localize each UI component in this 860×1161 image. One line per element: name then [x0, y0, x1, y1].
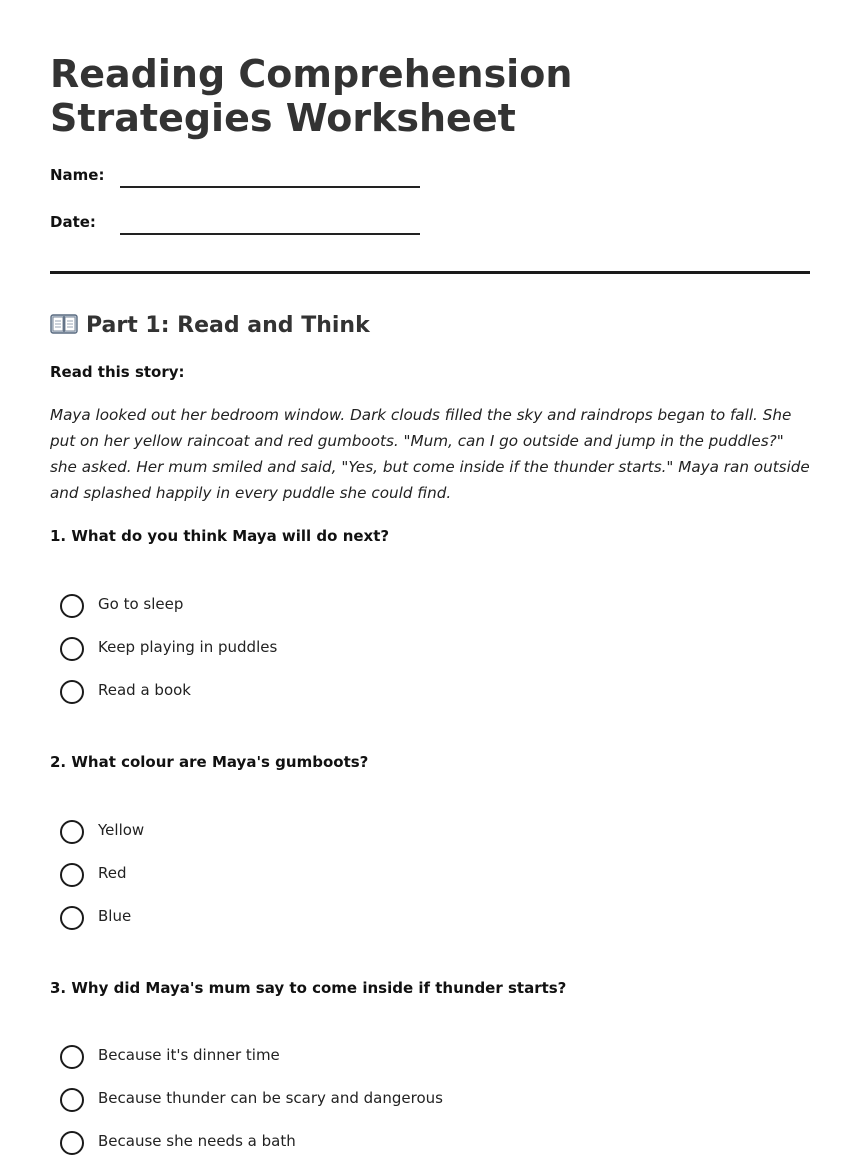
q1-option-2[interactable]: [60, 637, 560, 663]
q1-option-1[interactable]: [60, 594, 560, 620]
option-label: Read a book: [98, 681, 191, 699]
section-heading-text: Part 1: Read and Think: [86, 313, 370, 338]
option-label: Because she needs a bath: [98, 1132, 296, 1150]
radio-button[interactable]: [60, 863, 84, 887]
q3-option-2[interactable]: [60, 1088, 560, 1114]
option-label: Because thunder can be scary and dangerous: [98, 1089, 443, 1107]
name-label: Name:: [50, 166, 105, 184]
date-input-line[interactable]: [120, 233, 420, 235]
q2-option-2[interactable]: [60, 863, 560, 889]
q3-option-3[interactable]: [60, 1131, 560, 1157]
q1-option-3[interactable]: [60, 680, 560, 706]
page-title: Reading Comprehension Strategies Worksheet: [50, 52, 573, 140]
name-field: [50, 166, 430, 196]
q2-option-3[interactable]: [60, 906, 560, 932]
radio-button[interactable]: [60, 820, 84, 844]
question-1: 1. What do you think Maya will do next?: [50, 527, 390, 545]
option-label: Red: [98, 864, 127, 882]
open-book-icon: [50, 313, 78, 344]
date-field: [50, 213, 430, 243]
radio-button[interactable]: [60, 906, 84, 930]
radio-button[interactable]: [60, 1131, 84, 1155]
header-divider: [50, 271, 810, 274]
radio-button[interactable]: [60, 680, 84, 704]
q2-option-1[interactable]: [60, 820, 560, 846]
option-label: Blue: [98, 907, 132, 925]
option-label: Yellow: [98, 821, 145, 839]
radio-button[interactable]: [60, 1045, 84, 1069]
section-heading-part1: [50, 311, 370, 344]
q3-option-1[interactable]: [60, 1045, 560, 1071]
date-label: Date:: [50, 213, 96, 231]
option-label: Because it's dinner time: [98, 1046, 280, 1064]
question-3: 3. Why did Maya's mum say to come inside if thunder starts?: [50, 979, 567, 997]
story-instruction: Read this story:: [50, 363, 185, 381]
story-passage: Maya looked out her bedroom window. Dark clouds filled the sky and raindrops began to fall. She put on her yellow raincoat and red gumboots. "Mum, can I go outside and jump in the puddles?" she asked. Her mum smiled and said, "Yes, but come inside if the thunder starts." Maya ran outside and splashed happily in every puddle she could find.: [50, 406, 810, 502]
name-input-line[interactable]: [120, 186, 420, 188]
radio-button[interactable]: [60, 594, 84, 618]
question-2: 2. What colour are Maya's gumboots?: [50, 753, 369, 771]
option-label: Go to sleep: [98, 595, 184, 613]
radio-button[interactable]: [60, 637, 84, 661]
radio-button[interactable]: [60, 1088, 84, 1112]
option-label: Keep playing in puddles: [98, 638, 278, 656]
